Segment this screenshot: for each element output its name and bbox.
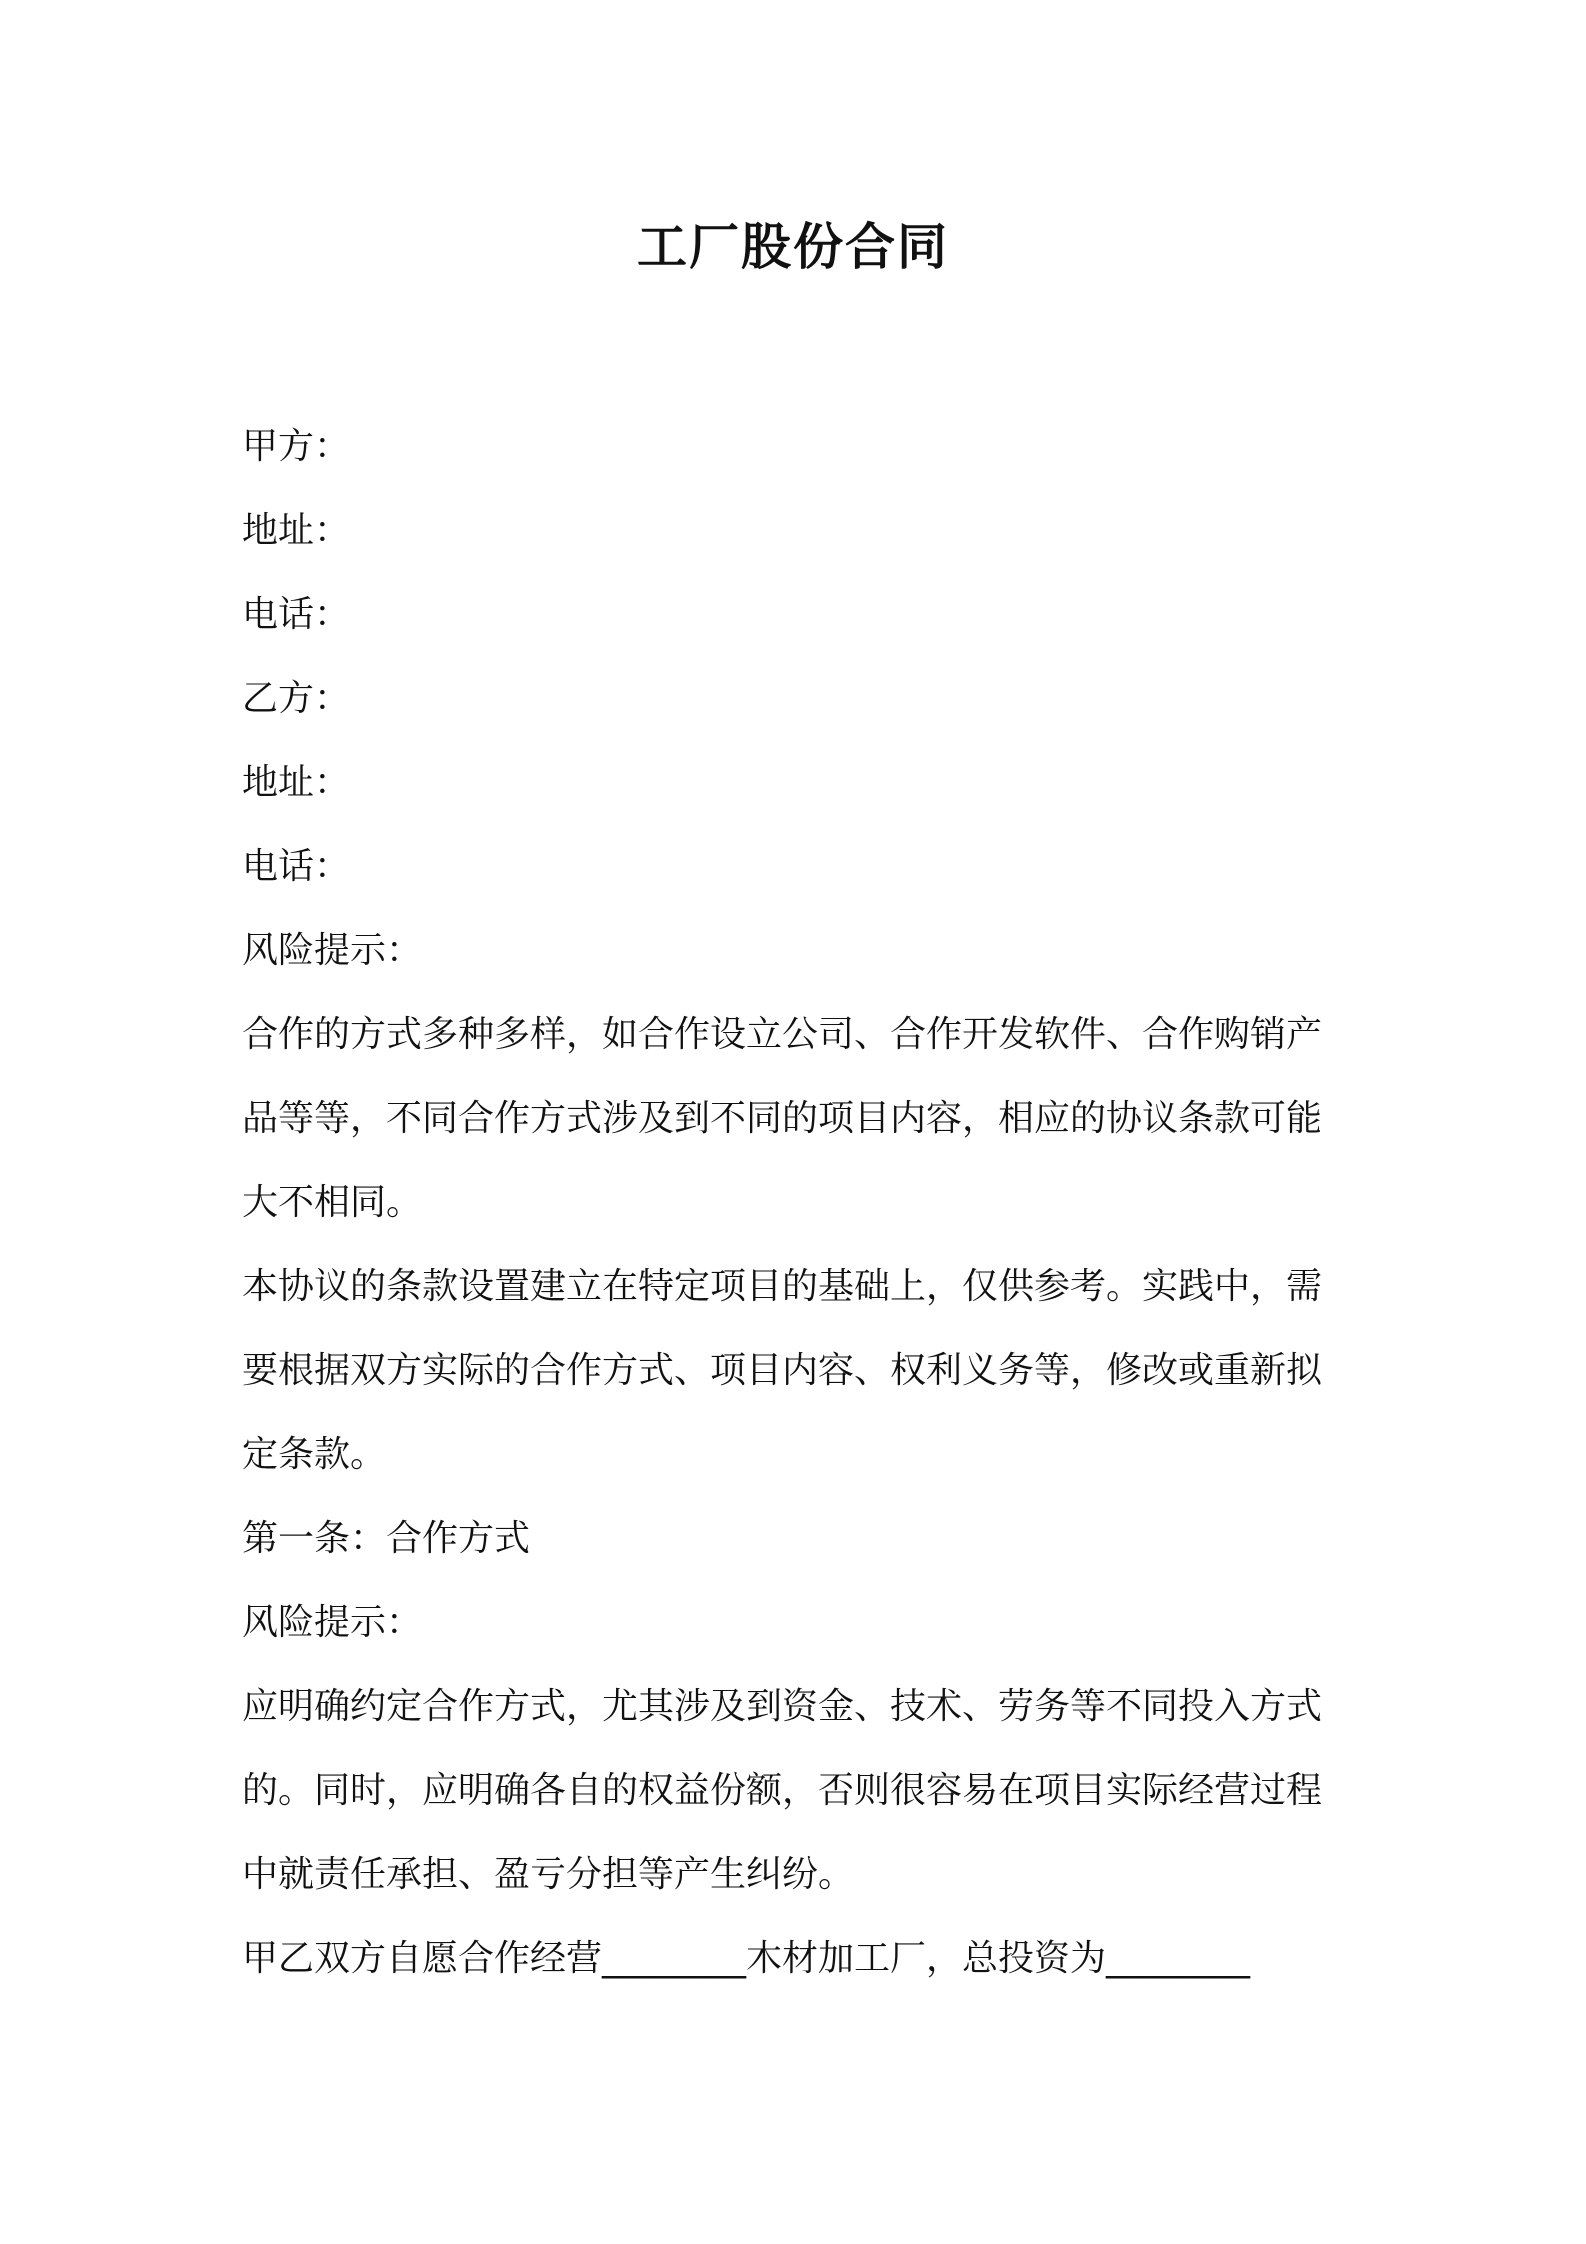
party-b-address-label: 地址：	[242, 762, 351, 803]
paragraph-line: 应明确约定合作方式，尤其涉及到资金、技术、劳务等不同投入方式	[242, 1686, 1323, 1727]
party-a-address-label: 地址：	[242, 510, 351, 551]
document-title: 工厂股份合同	[637, 218, 949, 276]
party-a-label: 甲方：	[242, 426, 351, 467]
party-b-phone-label: 电话：	[242, 846, 351, 887]
party-a-phone-label: 电话：	[242, 594, 351, 635]
paragraph-line: 本协议的条款设置建立在特定项目的基础上，仅供参考。实践中，需	[242, 1266, 1323, 1307]
party-b-label: 乙方：	[242, 678, 351, 719]
paragraph-line: 中就责任承担、盈亏分担等产生纠纷。	[242, 1854, 855, 1895]
contract-clause-line: 甲乙双方自愿合作经营________木材加工厂，总投资为________	[242, 1938, 1251, 1979]
paragraph-line: 合作的方式多种多样，如合作设立公司、合作开发软件、合作购销产	[242, 1014, 1323, 1055]
paragraph-line: 大不相同。	[242, 1182, 423, 1223]
paragraph-line: 的。同时，应明确各自的权益份额，否则很容易在项目实际经营过程	[242, 1770, 1323, 1811]
article-one-heading: 第一条：合作方式	[242, 1518, 531, 1559]
paragraph-line: 要根据双方实际的合作方式、项目内容、权利义务等，修改或重新拟	[242, 1350, 1323, 1391]
document-body	[242, 405, 1362, 2001]
risk-notice-heading: 风险提示：	[242, 1602, 423, 1643]
risk-notice-heading: 风险提示：	[242, 930, 423, 971]
paragraph-line: 品等等，不同合作方式涉及到不同的项目内容，相应的协议条款可能	[242, 1098, 1323, 1139]
paragraph-line: 定条款。	[242, 1434, 387, 1475]
